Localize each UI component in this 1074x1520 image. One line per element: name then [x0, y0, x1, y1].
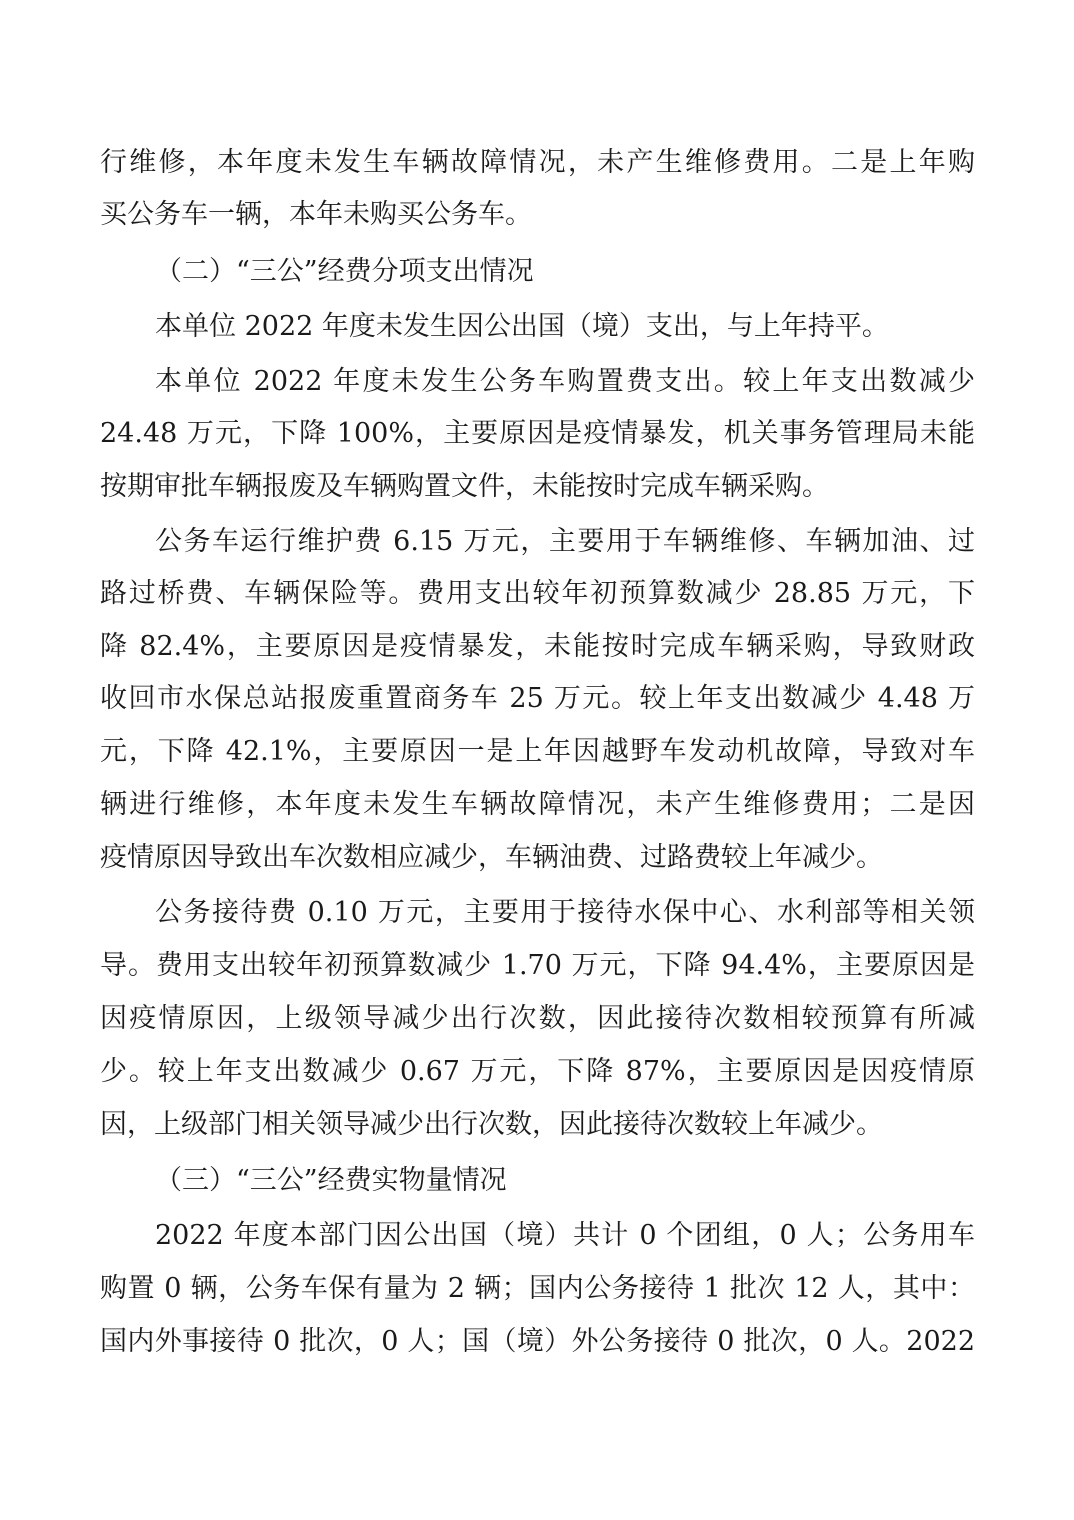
text-line-16: 因疫情原因，上级领导减少出行次数，因此接待次数相较预算有所减 [100, 1003, 975, 1034]
section-heading-3: （三）“三公”经费实物量情况 [155, 1165, 507, 1196]
text-line-12: 辆进行维修，本年度未发生车辆故障情况，未产生维修费用；二是因 [100, 789, 975, 820]
text-line-4: 本单位 2022 年度未发生公务车购置费支出。较上年支出数减少 [155, 366, 975, 397]
text-line-14: 公务接待费 0.10 万元，主要用于接待水保中心、水利部等相关领 [155, 897, 975, 928]
text-line-2: 买公务车一辆，本年未购买公务车。 [100, 199, 532, 230]
text-line-1: 行维修，本年度未发生车辆故障情况，未产生维修费用。二是上年购 [100, 147, 975, 178]
text-line-8: 路过桥费、车辆保险等。费用支出较年初预算数减少 28.85 万元，下 [100, 578, 975, 609]
text-line-18: 因，上级部门相关领导减少出行次数，因此接待次数较上年减少。 [100, 1109, 883, 1140]
text-line-6: 按期审批车辆报废及车辆购置文件，未能按时完成车辆采购。 [100, 471, 829, 502]
text-line-3: 本单位 2022 年度未发生因公出国（境）支出，与上年持平。 [155, 311, 889, 342]
text-line-20: 购置 0 辆，公务车保有量为 2 辆；国内公务接待 1 批次 12 人，其中： [100, 1273, 975, 1304]
section-heading-2: （二）“三公”经费分项支出情况 [155, 256, 534, 287]
text-line-7: 公务车运行维护费 6.15 万元，主要用于车辆维修、车辆加油、过 [155, 526, 975, 557]
text-line-19: 2022 年度本部门因公出国（境）共计 0 个团组，0 人；公务用车 [155, 1220, 975, 1251]
text-line-11: 元，下降 42.1%，主要原因一是上年因越野车发动机故障，导致对车 [100, 736, 975, 767]
text-line-10: 收回市水保总站报废重置商务车 25 万元。较上年支出数减少 4.48 万 [100, 683, 975, 714]
text-line-21: 国内外事接待 0 批次，0 人；国（境）外公务接待 0 批次，0 人。2022 [100, 1326, 975, 1357]
text-line-9: 降 82.4%，主要原因是疫情暴发，未能按时完成车辆采购，导致财政 [100, 631, 975, 662]
text-line-5: 24.48 万元，下降 100%，主要原因是疫情暴发，机关事务管理局未能 [100, 418, 975, 449]
text-line-15: 导。费用支出较年初预算数减少 1.70 万元，下降 94.4%，主要原因是 [100, 950, 975, 981]
text-line-17: 少。较上年支出数减少 0.67 万元，下降 87%，主要原因是因疫情原 [100, 1056, 975, 1087]
text-line-13: 疫情原因导致出车次数相应减少，车辆油费、过路费较上年减少。 [100, 842, 883, 873]
